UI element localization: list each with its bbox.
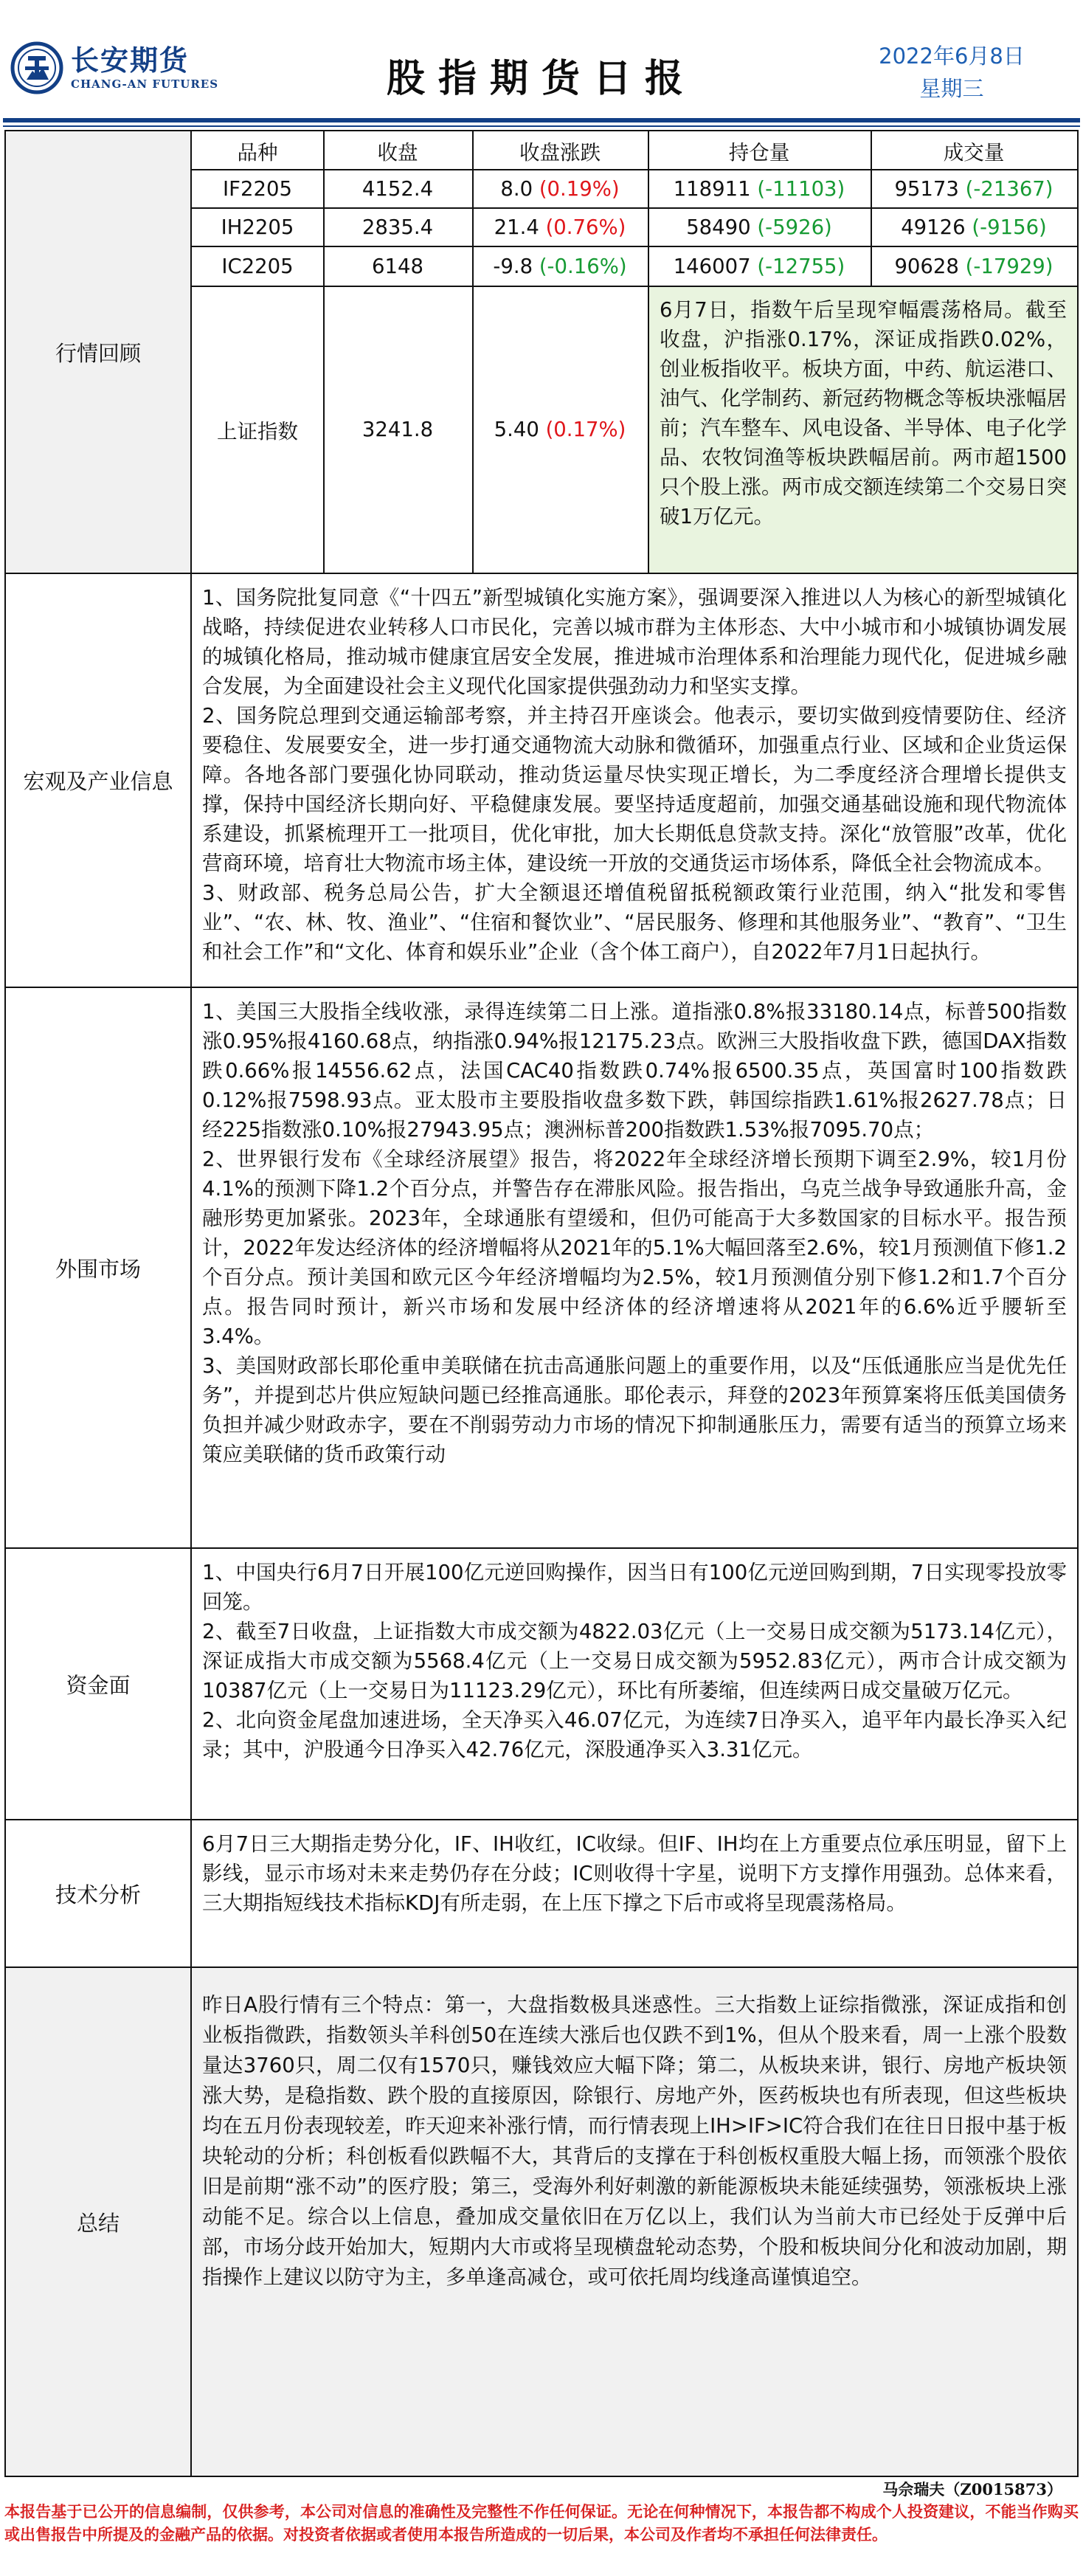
news-item: 1、中国央行6月7日开展100亿元逆回购操作，因当日有100亿元逆回购到期，7日实现零投放零回笼。: [202, 1561, 1067, 1614]
index-change-cell: [472, 286, 648, 573]
report-header: [0, 0, 1083, 134]
index-change-value: 5.40: [494, 418, 539, 441]
open-interest-change: (-5926): [757, 215, 832, 239]
liquidity-text: [192, 1549, 1077, 1819]
summary-section: [6, 1968, 1077, 2476]
volume-cell: [871, 208, 1077, 246]
contract-name: IH2205: [221, 215, 294, 239]
volume-change: (-9156): [972, 215, 1047, 239]
open-interest-value: 146007: [673, 255, 751, 278]
col-header-volume: 成交量: [943, 141, 1005, 165]
report-table: [4, 130, 1079, 2477]
news-item: 2、北向资金尾盘加速进场，全天净买入46.07亿元，为连续7日净买入，追平年内最长净买入纪录；其中，沪股通今日净买入42.76亿元，深股通净买入3.31亿元。: [202, 1708, 1067, 1761]
open-interest-value: 118911: [673, 177, 751, 201]
summary-paragraph: 昨日A股行情有三个特点：第一，大盘指数极具迷惑性。三大指数上证综指微涨，深证成指和创业板指微跌，指数领头羊科创50在连续大涨后也仅跌不到1%，但从个股来看，周一上涨个股数量达3760只，周二仅有1570只，赚钱效应大幅下降；第二，从板块来讲，银行、房地产板块领涨大势，是稳指数、跌个股的直接原因，除银行、房地产外，医药板块也有所表现，但这些板块均在五月份表现较差，昨天迎来补涨行情，而行情表现上IH>IF>IC符合我们在往日日报中基于板块轮动的分析；科创板看似跌幅不大，其背后的支撑在于科创板权重股大幅上扬，而领涨个股依旧是前期“涨不动”的医疗股；第三，受海外利好刺激的新能源板块未能延续强势，领涨板块上涨动能不足。综合以上信息，叠加成交量依旧在万亿以上，我们认为当前大市已经处于反弹中后部，市场分歧开始加大，短期内大市或将呈现横盘轮动态势，个股和板块间分化和波动加剧，期指操作上建议以防守为主，多单逢高减仓，或可依托周均线逢高谨慎追空。: [202, 1993, 1067, 2289]
volume-cell: [871, 170, 1077, 208]
news-item: 2、世界银行发布《全球经济展望》报告，将2022年全球经济增长预期下调至2.9%，较1月份4.1%的预测下降1.2个百分点，并警告存在滞胀风险。报告指出，乌克兰战争导致通胀升高，金融形势更加紧张。2023年，全球通胀有望缓和，但仍可能高于大多数国家的目标水平。报告预计，2022年发达经济体的经济增幅将从2021年的5.1%大幅回落至2.6%，较1月预测值下修1.2个百分点。预计美国和欧元区今年经济增幅均为2.5%，较1月预测值分别下修1.2和1.7个百分点。报告同时预计，新兴市场和发展中经济体的经济增速将从2021年的6.6%近乎腰斩至3.4%。: [202, 1147, 1067, 1348]
table-divider: [871, 131, 872, 286]
change-percent: (0.19%): [539, 177, 620, 201]
index-close: 3241.8: [361, 418, 434, 441]
news-item: 3、美国财政部长耶伦重申美联储在抗击高通胀问题上的重要作用，以及“压低通胀应当是优先任务”，并提到芯片供应短缺问题已经推高通胀。耶伦表示，拜登的2023年预算案将压低美国债务负担并减少财政赤字，要在不削弱劳动力市场的情况下抑制通胀压力，需要有适当的预算立场来策应美联储的货币政策行动: [202, 1354, 1067, 1466]
news-item: 2、国务院总理到交通运输部考察，并主持召开座谈会。他表示，要切实做到疫情要防住、经济要稳住、发展要安全，进一步打通交通物流大动脉和微循环，加强重点行业、区域和企业货运保障。各地各部门要强化协同联动，推动货运量尽快实现正增长，为二季度经济合理增长提供支撑，保持中国经济长期向好、平稳健康发展。要坚持适度超前，加强交通基础设施和现代物流体系建设，抓紧梳理开工一批项目，优化审批，加大长期低息贷款支持。深化“放管服”改革，优化营商环境，培育壮大物流市场主体，建设统一开放的交通货运市场体系，降低全社会物流成本。: [202, 704, 1067, 875]
change-value: -9.8: [493, 255, 533, 278]
table-divider: [192, 246, 1077, 247]
open-interest-change: (-11103): [757, 177, 845, 201]
table-divider: [472, 131, 474, 573]
section-label-summary: 总结: [6, 1968, 192, 2476]
macro-industry-text: [192, 574, 1077, 987]
overseas-market-section: [6, 988, 1077, 1547]
change-percent: (0.76%): [545, 215, 626, 239]
close-value: 4152.4: [361, 177, 434, 201]
market-review-text: 6月7日，指数午后呈现窄幅震荡格局。截至收盘，沪指涨0.17%，深证成指跌0.02%，创业板指收平。板块方面，中药、航运港口、油气、化学制药、新冠药物概念等板块涨幅居前；汽车整车、风电设备、半导体、电子化学品、农牧饲渔等板块跌幅居前。两市超1500只个股上涨。两市成交额连续第二个交易日突破1万亿元。: [648, 286, 1077, 573]
volume-value: 95173: [894, 177, 959, 201]
header-divider: [3, 118, 1080, 122]
col-header-contract: 品种: [237, 141, 278, 165]
section-label-overseas: 外围市场: [6, 988, 192, 1547]
open-interest-cell: [648, 246, 871, 286]
open-interest-change: (-12755): [757, 255, 845, 278]
disclaimer: 本报告基于已公开的信息编制，仅供参考，本公司对信息的准确性及完整性不作任何保证。无论在何种情况下，本报告都不构成个人投资建议，不能当作购买或出售报告中所提及的金融产品的依据。对投资者依据或者使用本报告所造成的一切后果，本公司及作者均不承担任何法律责任。: [4, 2502, 1079, 2544]
volume-change: (-21367): [965, 177, 1053, 201]
technical-analysis-text: [192, 1820, 1077, 1966]
volume-value: 90628: [894, 255, 959, 278]
index-change-percent: (0.17%): [545, 418, 626, 441]
close-value: 6148: [372, 255, 423, 278]
report-date: 2022年6月8日: [879, 44, 1025, 69]
table-divider: [648, 131, 649, 286]
company-name-en: CHANG-AN FUTURES: [71, 77, 219, 91]
table-divider: [192, 207, 1077, 209]
volume-cell: [871, 246, 1077, 286]
section-label-liquidity: 资金面: [6, 1549, 192, 1819]
table-divider: [323, 131, 325, 573]
col-header-open-interest: 持仓量: [728, 141, 790, 165]
section-label-macro: 宏观及产业信息: [6, 574, 192, 987]
open-interest-cell: [648, 208, 871, 246]
section-label-market: 行情回顾: [6, 131, 192, 573]
table-divider: [192, 169, 1077, 170]
news-item: 1、美国三大股指全线收涨，录得连续第二日上涨。道指涨0.8%报33180.14点，标普500指数涨0.95%报4160.68点，纳指涨0.94%报12175.23点。欧洲三大股指收盘下跌，德国DAX指数跌0.66%报14556.62点，法国CAC40指数跌0.74%报6500.35点，英国富时100指数跌0.12%报7598.93点。亚太股市主要股指收盘多数下跌，韩国综指跌1.61%报2627.78点；日经225指数涨0.10%报27943.95点；澳洲标普200指数跌1.53%报7095.70点；: [202, 1000, 1067, 1142]
change-cell: [472, 208, 648, 246]
col-header-change: 收盘涨跌: [519, 141, 601, 165]
report-weekday: 星期三: [919, 76, 984, 101]
close-value: 2835.4: [361, 215, 434, 239]
section-label-technical: 技术分析: [6, 1820, 192, 1966]
table-divider: [192, 286, 1077, 287]
open-interest-value: 58490: [686, 215, 751, 239]
technical-analysis-section: [6, 1820, 1077, 1966]
report-title: 股指期货日报: [386, 56, 696, 101]
liquidity-section: [6, 1549, 1077, 1819]
change-value: 21.4: [494, 215, 539, 239]
change-value: 8.0: [500, 177, 533, 201]
volume-value: 49126: [901, 215, 966, 239]
header-divider-thin: [3, 125, 1080, 127]
col-header-close: 收盘: [377, 141, 418, 165]
summary-text: [192, 1968, 1077, 2476]
volume-change: (-17929): [965, 255, 1053, 278]
analysis-paragraph: 6月7日三大期指走势分化，IF、IH收红，IC收绿。但IF、IH均在上方重要点位承压明显，留下上影线，显示市场对未来走势仍存在分歧；IC则收得十字星，说明下方支撑作用强劲。总体来看，三大期指短线技术指标KDJ有所走弱，在上压下撑之下后市或将呈现震荡格局。: [202, 1832, 1067, 1915]
contract-name: IF2205: [223, 177, 292, 201]
change-percent: (-0.16%): [539, 255, 627, 278]
news-item: 1、国务院批复同意《“十四五”新型城镇化实施方案》，强调要深入推进以人为核心的新型城镇化战略，持续促进农业转移人口市民化，完善以城市群为主体形态、大中小城市和小城镇协调发展的城镇化格局，推动城市健康宜居安全发展，推进城市治理体系和治理能力现代化，促进城乡融合发展，为全面建设社会主义现代化国家提供强劲动力和坚实支撑。: [202, 586, 1067, 698]
market-review-section: [6, 131, 1077, 573]
contract-name: IC2205: [221, 255, 294, 278]
index-name: 上证指数: [217, 420, 298, 443]
open-interest-cell: [648, 170, 871, 208]
change-cell: [472, 170, 648, 208]
macro-industry-section: [6, 574, 1077, 987]
news-item: 2、截至7日收盘，上证指数大市成交额为4822.03亿元（上一交易日成交额为5173.14亿元），深证成指大市成交额为5568.4亿元（上一交易日成交额为5952.83亿元），两市合计成交额为10387亿元（上一交易日为11123.29亿元），环比有所萎缩，但连续两日成交量破万亿元。: [202, 1620, 1067, 1702]
change-cell: [472, 246, 648, 286]
overseas-market-text: [192, 988, 1077, 1547]
news-item: 3、财政部、税务总局公告，扩大全额退还增值税留抵税额政策行业范围，纳入“批发和零售业”、“农、林、牧、渔业”、“住宿和餐饮业”、“居民服务、修理和其他服务业”、“教育”、“卫生和社会工作”和“文化、体育和娱乐业”企业（含个体工商户），自2022年7月1日起执行。: [202, 881, 1067, 964]
analyst-signature: 马佘瑞夫（Z0015873）: [882, 2480, 1062, 2499]
company-name-cn: 长安期货: [71, 44, 190, 77]
